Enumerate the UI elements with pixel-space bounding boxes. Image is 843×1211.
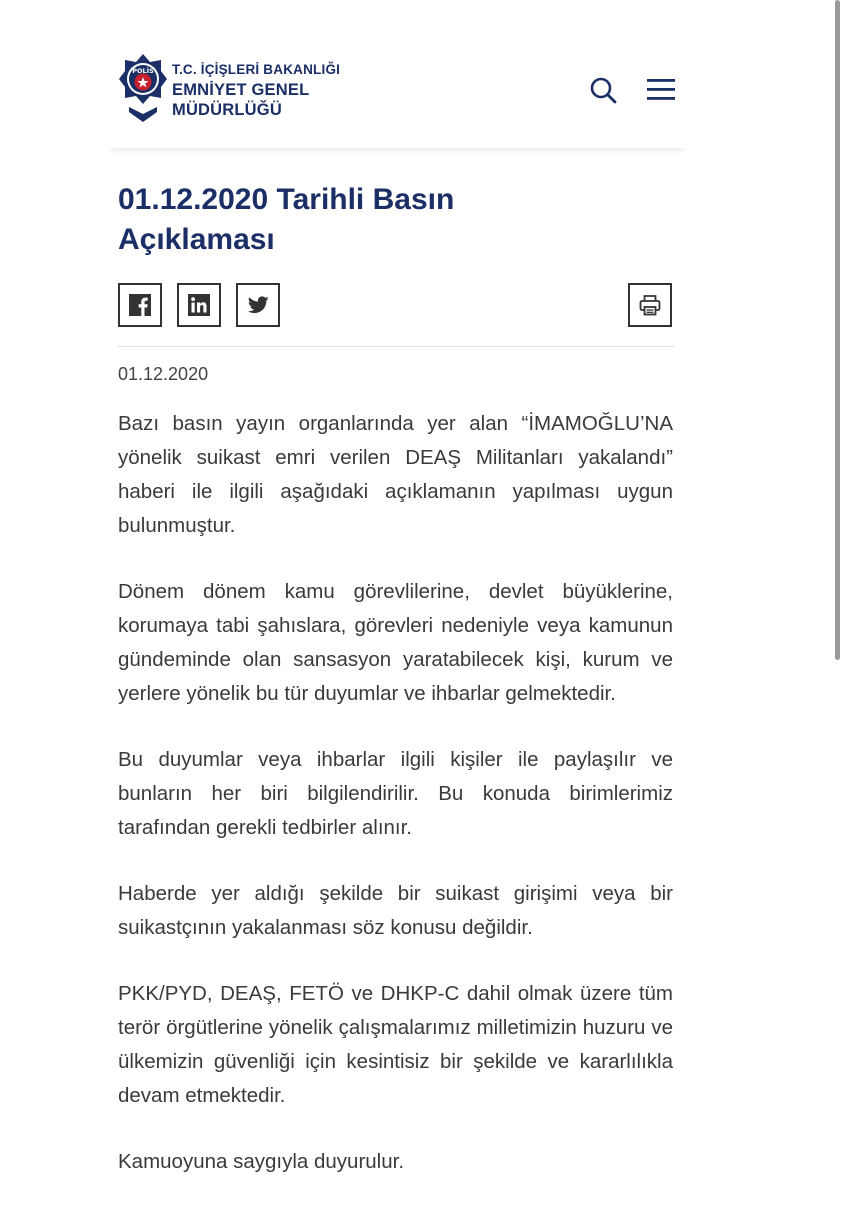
divider <box>118 346 674 347</box>
paragraph: Haberde yer aldığı şekilde bir suikast girişimi veya bir suikastçının yakalanması söz konusu değildir. <box>118 882 673 939</box>
print-button[interactable] <box>628 283 672 327</box>
article-body <box>118 407 673 1211</box>
paragraph: Kamuoyuna saygıyla duyurulur. <box>118 1150 405 1173</box>
facebook-icon <box>128 293 152 317</box>
hamburger-menu-icon[interactable] <box>644 74 678 108</box>
org-directorate-line2: MÜDÜRLÜĞÜ <box>172 101 282 119</box>
linkedin-icon <box>187 293 211 317</box>
police-badge-icon[interactable] <box>117 52 169 124</box>
logo-text: POLİS <box>132 67 154 75</box>
search-icon[interactable] <box>587 74 621 108</box>
site-header <box>107 0 687 148</box>
print-icon <box>638 293 662 317</box>
organization-name[interactable] <box>172 60 340 120</box>
scrollbar[interactable] <box>835 0 840 660</box>
twitter-icon <box>246 293 270 317</box>
page-title <box>118 180 678 260</box>
article-date: 01.12.2020 <box>118 364 209 384</box>
title-line-1: 01.12.2020 Tarihli Basın <box>118 183 455 216</box>
paragraph: Bu duyumlar veya ihbarlar ilgili kişiler ile paylaşılır ve bunların her biri bilgilendirilir. Bu konuda birimlerimiz tarafından gerekli tedbirler alınır. <box>118 748 673 839</box>
paragraph: Dönem dönem kamu görevlilerine, devlet büyüklerine, korumaya tabi şahıslara, görevleri nedeniyle veya kamunun gündeminde olan sansasyon yaratabilecek kişi, kurum ve yerlere yönelik bu tür duyumlar ve ihbarlar gelmektedir. <box>118 580 673 705</box>
org-ministry-line: T.C. İÇİŞLERİ BAKANLIĞI <box>172 62 341 77</box>
org-directorate-line1: EMNİYET GENEL <box>172 81 310 99</box>
linkedin-share-button[interactable] <box>177 283 221 327</box>
paragraph: PKK/PYD, DEAŞ, FETÖ ve DHKP-C dahil olmak üzere tüm terör örgütlerine yönelik çalışmalarımız milletimizin huzuru ve ülkemizin güvenliği için kesintisiz bir şekilde ve kararlılıkla devam etmektedir. <box>118 982 673 1107</box>
twitter-share-button[interactable] <box>236 283 280 327</box>
facebook-share-button[interactable] <box>118 283 162 327</box>
title-line-2: Açıklaması <box>118 223 275 256</box>
paragraph: Bazı basın yayın organlarında yer alan “İMAMOĞLU’NA yönelik suikast emri verilen DEAŞ Militanları yakalandı” haberi ile ilgili aşağıdaki açıklamanın yapılması uygun bulunmuştur. <box>118 412 673 537</box>
